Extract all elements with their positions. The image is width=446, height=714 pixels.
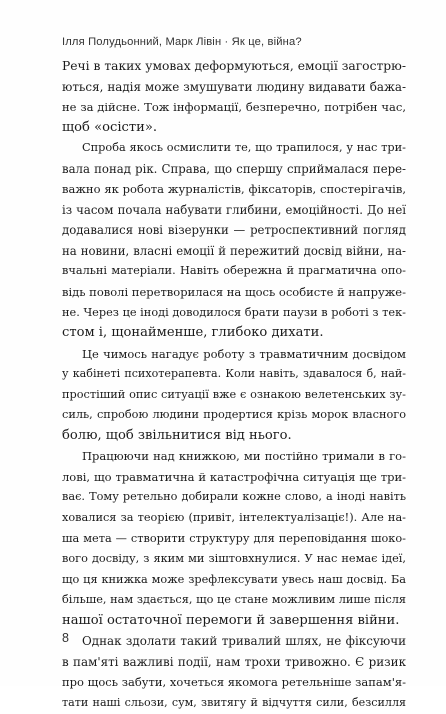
text-line: Речі в таких умовах деформуються, емоції загострю-	[62, 59, 406, 73]
text-line: Працюючи над книжкою, ми постійно тримали в го-	[82, 449, 406, 464]
text-line: не. Через це іноді доводилося брати паузи в роботі з тек-	[62, 305, 406, 319]
text-line: ша мета — створити структуру для переповідання шоко-	[62, 531, 406, 545]
text-line: нашої остаточної перемоги й завершення війни.	[62, 612, 400, 628]
running-header: Ілля Полудьонний, Марк Лівін · Як це, війна?	[62, 36, 302, 48]
text-line: в пам'яті важливі події, нам трохи тривожно. Є ризик	[62, 654, 406, 669]
text-line: болю, щоб звільнитися від нього.	[62, 427, 292, 443]
text-line: не за дійсне. Тож інформації, безперечно, потрібен час,	[62, 100, 406, 115]
text-line: Це чимось нагадує роботу з травматичним досвідом	[82, 346, 406, 361]
page-number: 8	[62, 631, 69, 645]
text-line: тати наші сльози, сум, звитягу й відчуття сили, безсилля	[62, 695, 406, 709]
text-line: Однак здолати такий тривалий шлях, не фіксуючи	[82, 634, 406, 649]
text-line: відь поволі перетворилася на щось особисте й напруже-	[62, 285, 406, 300]
text-line: вчальні матеріали. Навіть обережна й прагматична опо-	[62, 264, 406, 278]
text-line: більше, нам здається, що це стане можливим лише після	[62, 593, 406, 607]
text-line: із часом почала набувати глибини, емоційності. До неї	[62, 202, 406, 217]
text-line: ються, надія може змушувати людину видавати бажа-	[62, 79, 406, 94]
body-text	[62, 56, 406, 714]
text-line: ховалися за теорією (привіт, інтелектуалізаціє!). Але на-	[62, 511, 406, 525]
text-line: вого досвіду, з яким ми зіштовхнулися. У нас немає ідеї,	[62, 552, 406, 566]
text-line: у кабінеті психотерапевта. Коли навіть, здавалося б, най-	[62, 367, 406, 381]
text-line: щоб «осісти».	[62, 119, 157, 135]
text-line: важно як робота журналістів, фіксаторів, спостерігачів,	[62, 182, 406, 197]
text-line: простіший опис ситуації вже є ознакою велетенських зу-	[62, 387, 406, 401]
text-line: стом і, щонайменше, глибоко дихати.	[62, 325, 324, 341]
text-line: вала понад рік. Справа, що спершу сприймалася пере-	[62, 161, 406, 176]
text-line: про щось забути, хочеться якомога ретельніше запам'я-	[62, 675, 406, 690]
text-line: що ця книжка може зрефлексувати увесь наш досвід. Ба	[62, 572, 406, 586]
text-line: ває. Тому ретельно добирали кожне слово, а іноді навіть	[62, 490, 406, 504]
text-line: на новини, власні емоції й пережитий досвід війни, на-	[62, 243, 406, 258]
text-line: лові, що травматична й катастрофічна ситуація ще три-	[62, 469, 406, 484]
text-line: Спроба якось осмислити те, що трапилося, у нас три-	[82, 141, 406, 155]
text-line: додавалися нові візерунки — ретроспективний погляд	[62, 223, 406, 238]
text-line: силь, спробою людини продертися крізь морок власного	[62, 408, 406, 422]
